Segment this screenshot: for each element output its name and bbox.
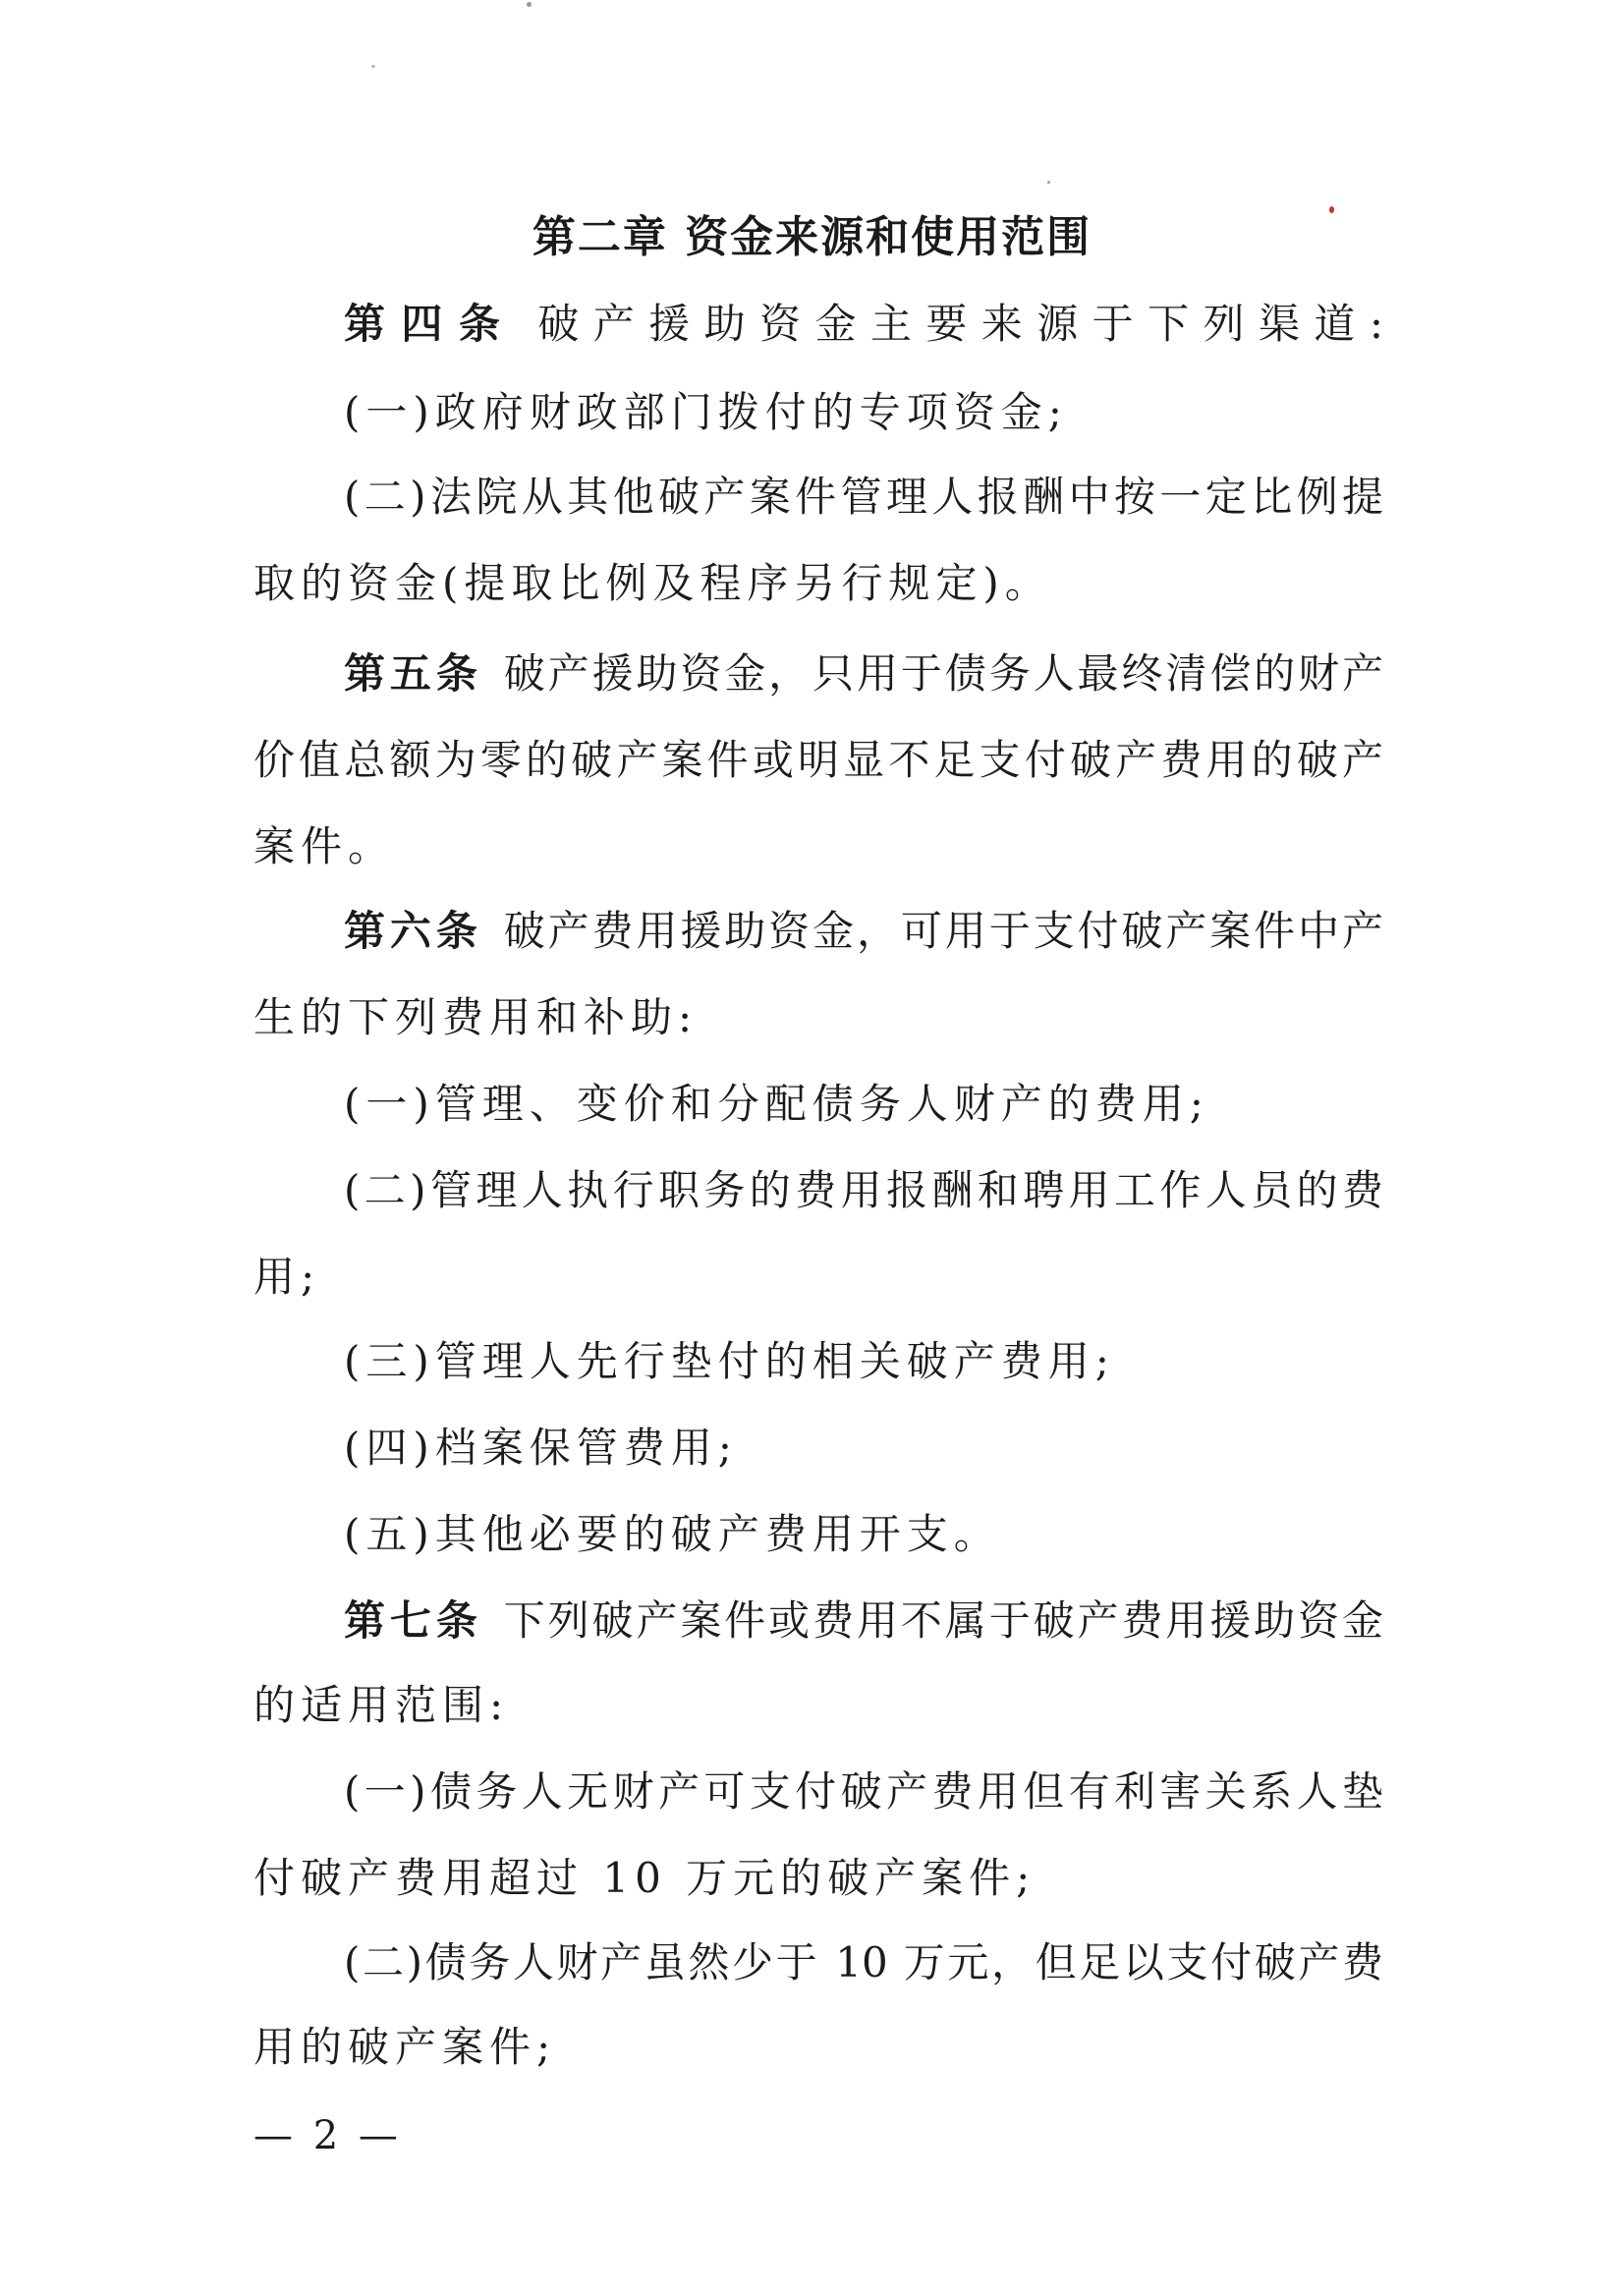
text-line: 案件。: [253, 822, 396, 870]
scan-speck: [1047, 181, 1050, 184]
page-number: — 2 —: [253, 2113, 402, 2158]
text-line: (一)债务人无财产可支付破产费用但有利害关系人垫: [344, 1767, 1383, 1816]
text-line: 的适用范围:: [253, 1681, 510, 1729]
scan-speck: [527, 2, 532, 7]
text-line: (一)政府财政部门拨付的专项资金;: [344, 388, 1068, 436]
text-line: 用的破产案件;: [253, 2023, 557, 2071]
text-line: 付破产费用超过 10 万元的破产案件;: [253, 1854, 1036, 1902]
scan-speck: [371, 65, 375, 68]
text-line: (五)其他必要的破产费用开支。: [344, 1510, 1001, 1558]
article-6-line: [344, 902, 1383, 961]
text-line: (二)管理人执行职务的费用报酬和聘用工作人员的费: [344, 1166, 1383, 1214]
paragraph-text: 破产援助资金，只用于债务人最终清偿的财产: [503, 649, 1383, 698]
text-line: (一)管理、变价和分配债务人财产的费用;: [344, 1080, 1209, 1128]
text-line: (二)法院从其他破产案件管理人报酬中按一定比例提: [344, 473, 1383, 521]
article-5-line: [344, 644, 1383, 703]
article-label: 第四条: [344, 300, 517, 348]
paragraph-text: 破产援助资金主要来源于下列渠道:: [537, 300, 1383, 348]
chapter-title: 第二章 资金来源和使用范围: [532, 212, 1092, 262]
text-line: (四)档案保管费用;: [344, 1424, 738, 1472]
paragraph-text: 下列破产案件或费用不属于破产费用援助资金: [503, 1596, 1383, 1645]
article-label: 第五条: [344, 649, 482, 698]
text-line: 生的下列费用和补助:: [253, 993, 699, 1041]
article-7-line: [344, 1592, 1383, 1650]
text-line: 用;: [253, 1253, 321, 1301]
text-line: 价值总额为零的破产案件或明显不足支付破产费用的破产: [253, 736, 1383, 784]
text-line: (三)管理人先行垫付的相关破产费用;: [344, 1337, 1115, 1385]
paragraph-text: 破产费用援助资金，可用于支付破产案件中产: [503, 907, 1383, 955]
article-4-line: [344, 295, 1383, 354]
article-label: 第六条: [344, 907, 482, 955]
text-line: (二)债务人财产虽然少于 10 万元，但足以支付破产费: [344, 1938, 1383, 1986]
text-line: 取的资金(提取比例及程序另行规定)。: [253, 559, 1052, 607]
article-label: 第七条: [344, 1596, 482, 1645]
